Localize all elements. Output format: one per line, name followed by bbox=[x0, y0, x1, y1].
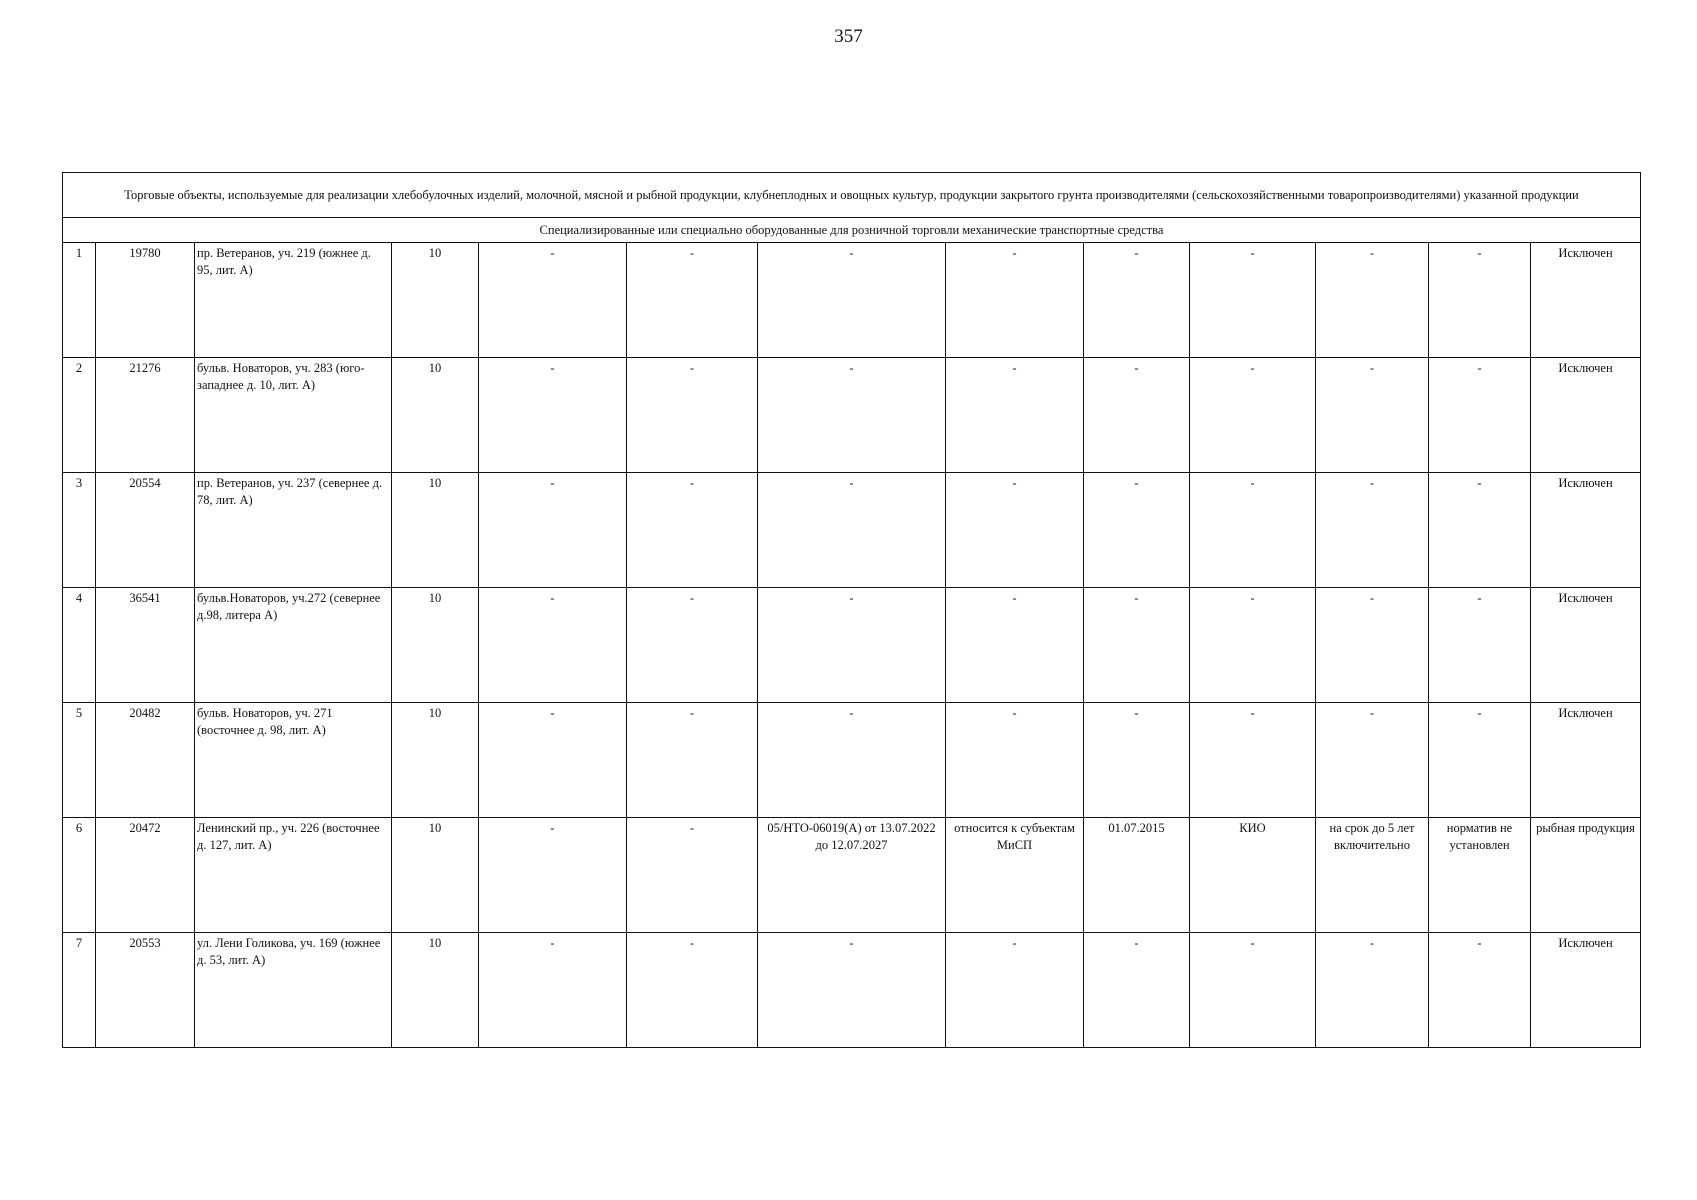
cell-address: Ленинский пр., уч. 226 (восточнее д. 127, лит. А) bbox=[195, 818, 392, 933]
cell-object-id: 19780 bbox=[96, 243, 195, 358]
cell-col-6: - bbox=[627, 703, 758, 818]
cell-authority: - bbox=[1190, 473, 1316, 588]
cell-authority: - bbox=[1190, 703, 1316, 818]
cell-col-5: - bbox=[479, 818, 627, 933]
cell-term: на срок до 5 лет включительно bbox=[1316, 818, 1429, 933]
cell-msp-status: - bbox=[946, 473, 1084, 588]
cell-status: Исключен bbox=[1531, 703, 1641, 818]
table-row bbox=[63, 588, 1641, 703]
cell-row-number: 1 bbox=[63, 243, 96, 358]
cell-contract: - bbox=[758, 243, 946, 358]
cell-contract: - bbox=[758, 703, 946, 818]
cell-msp-status: - bbox=[946, 588, 1084, 703]
cell-col-6: - bbox=[627, 933, 758, 1048]
cell-authority: - bbox=[1190, 933, 1316, 1048]
cell-address: ул. Лени Голикова, уч. 169 (южнее д. 53, лит. А) bbox=[195, 933, 392, 1048]
cell-date: 01.07.2015 bbox=[1084, 818, 1190, 933]
table-row bbox=[63, 818, 1641, 933]
cell-col-5: - bbox=[479, 243, 627, 358]
cell-row-number: 6 bbox=[63, 818, 96, 933]
cell-status: Исключен bbox=[1531, 588, 1641, 703]
cell-msp-status: - bbox=[946, 358, 1084, 473]
cell-date: - bbox=[1084, 703, 1190, 818]
cell-address: бульв.Новаторов, уч.272 (севернее д.98, литера А) bbox=[195, 588, 392, 703]
cell-date: - bbox=[1084, 243, 1190, 358]
cell-status: Исключен bbox=[1531, 358, 1641, 473]
cell-object-id: 20554 bbox=[96, 473, 195, 588]
table-body bbox=[63, 173, 1641, 1048]
cell-authority: - bbox=[1190, 358, 1316, 473]
cell-authority: - bbox=[1190, 588, 1316, 703]
table-title-row bbox=[63, 173, 1641, 218]
cell-area: 10 bbox=[392, 588, 479, 703]
cell-row-number: 7 bbox=[63, 933, 96, 1048]
cell-area: 10 bbox=[392, 818, 479, 933]
cell-authority: - bbox=[1190, 243, 1316, 358]
cell-status: Исключен bbox=[1531, 473, 1641, 588]
cell-object-id: 20472 bbox=[96, 818, 195, 933]
cell-address: бульв. Новаторов, уч. 271 (восточнее д. 98, лит. А) bbox=[195, 703, 392, 818]
cell-norm: норматив не установлен bbox=[1429, 818, 1531, 933]
cell-col-6: - bbox=[627, 358, 758, 473]
cell-contract: - bbox=[758, 473, 946, 588]
table-row bbox=[63, 243, 1641, 358]
cell-date: - bbox=[1084, 358, 1190, 473]
cell-term: - bbox=[1316, 588, 1429, 703]
registry-table bbox=[62, 172, 1641, 1048]
table-subtitle: Специализированные или специально оборудованные для розничной торговли механические транспортные средства bbox=[63, 218, 1641, 243]
cell-norm: - bbox=[1429, 473, 1531, 588]
cell-msp-status: - bbox=[946, 703, 1084, 818]
cell-area: 10 bbox=[392, 933, 479, 1048]
cell-col-6: - bbox=[627, 243, 758, 358]
cell-norm: - bbox=[1429, 243, 1531, 358]
cell-row-number: 5 bbox=[63, 703, 96, 818]
cell-row-number: 4 bbox=[63, 588, 96, 703]
cell-col-5: - bbox=[479, 473, 627, 588]
cell-term: - bbox=[1316, 473, 1429, 588]
cell-col-5: - bbox=[479, 358, 627, 473]
cell-col-6: - bbox=[627, 818, 758, 933]
cell-area: 10 bbox=[392, 243, 479, 358]
cell-date: - bbox=[1084, 473, 1190, 588]
cell-object-id: 20553 bbox=[96, 933, 195, 1048]
cell-col-6: - bbox=[627, 473, 758, 588]
cell-msp-status: - bbox=[946, 933, 1084, 1048]
cell-norm: - bbox=[1429, 358, 1531, 473]
cell-term: - bbox=[1316, 243, 1429, 358]
cell-term: - bbox=[1316, 933, 1429, 1048]
cell-status: Исключен bbox=[1531, 933, 1641, 1048]
cell-authority: КИО bbox=[1190, 818, 1316, 933]
cell-norm: - bbox=[1429, 703, 1531, 818]
cell-object-id: 20482 bbox=[96, 703, 195, 818]
cell-contract: - bbox=[758, 358, 946, 473]
cell-col-5: - bbox=[479, 933, 627, 1048]
cell-term: - bbox=[1316, 358, 1429, 473]
cell-address: бульв. Новаторов, уч. 283 (юго-западнее д. 10, лит. А) bbox=[195, 358, 392, 473]
cell-area: 10 bbox=[392, 358, 479, 473]
cell-area: 10 bbox=[392, 703, 479, 818]
cell-col-6: - bbox=[627, 588, 758, 703]
table-title: Торговые объекты, используемые для реализации хлебобулочных изделий, молочной, мясной и рыбной продукции, клубнеплодных и овощных культур, продукции закрытого грунта производителями (сельскохозяйственными товаропроизводителями) указанной продукции bbox=[63, 173, 1641, 218]
table-row bbox=[63, 933, 1641, 1048]
cell-address: пр. Ветеранов, уч. 237 (севернее д. 78, лит. А) bbox=[195, 473, 392, 588]
cell-row-number: 3 bbox=[63, 473, 96, 588]
cell-row-number: 2 bbox=[63, 358, 96, 473]
cell-contract: - bbox=[758, 933, 946, 1048]
cell-msp-status: - bbox=[946, 243, 1084, 358]
table-subtitle-row bbox=[63, 218, 1641, 243]
cell-area: 10 bbox=[392, 473, 479, 588]
table-row bbox=[63, 703, 1641, 818]
cell-status: рыбная продукция bbox=[1531, 818, 1641, 933]
cell-term: - bbox=[1316, 703, 1429, 818]
cell-object-id: 21276 bbox=[96, 358, 195, 473]
cell-address: пр. Ветеранов, уч. 219 (южнее д. 95, лит. А) bbox=[195, 243, 392, 358]
cell-contract: - bbox=[758, 588, 946, 703]
registry-table-wrapper bbox=[62, 172, 1641, 1048]
cell-object-id: 36541 bbox=[96, 588, 195, 703]
cell-col-5: - bbox=[479, 703, 627, 818]
cell-msp-status: относится к субъектам МиСП bbox=[946, 818, 1084, 933]
table-row bbox=[63, 473, 1641, 588]
cell-date: - bbox=[1084, 933, 1190, 1048]
cell-col-5: - bbox=[479, 588, 627, 703]
cell-contract: 05/НТО-06019(А) от 13.07.2022 до 12.07.2027 bbox=[758, 818, 946, 933]
cell-norm: - bbox=[1429, 588, 1531, 703]
cell-date: - bbox=[1084, 588, 1190, 703]
page-number: 357 bbox=[834, 26, 863, 47]
table-row bbox=[63, 358, 1641, 473]
cell-status: Исключен bbox=[1531, 243, 1641, 358]
cell-norm: - bbox=[1429, 933, 1531, 1048]
